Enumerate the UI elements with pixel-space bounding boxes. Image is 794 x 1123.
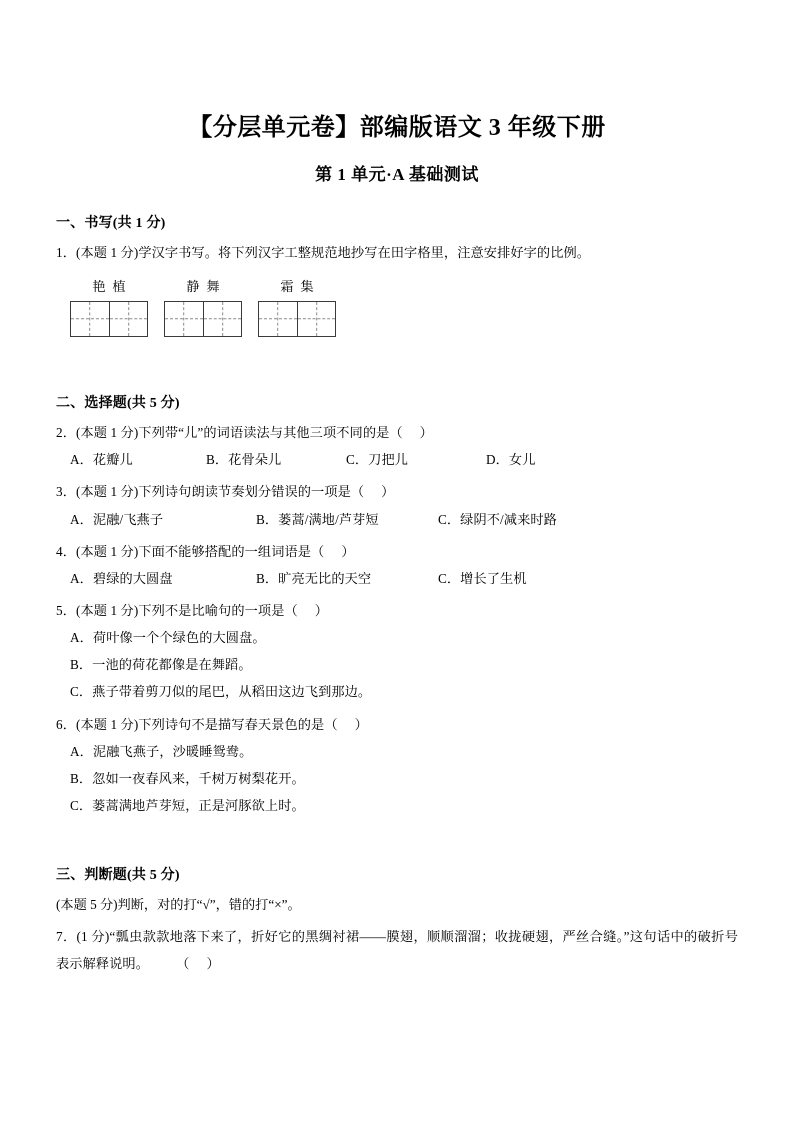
question-5-option-a[interactable]: A．荷叶像一个个绿色的大圆盘。 (70, 630, 266, 646)
question-6-option-b[interactable]: B．忽如一夜春风来，千树万树梨花开。 (70, 771, 305, 787)
true-false-instruction: (本题 5 分)判断，对的打“√”，错的打“×”。 (56, 897, 301, 913)
question-4-options (56, 565, 738, 592)
section-heading-writing: 一、书写(共 1 分) (56, 216, 166, 232)
page-subtitle: 第 1 单元·A 基础测试 (315, 165, 479, 185)
tianzige-grid-area (56, 267, 738, 347)
tianzige-cell (71, 302, 109, 336)
question-3-option-b[interactable]: B．蒌蒿/满地/芦芽短 (256, 511, 379, 527)
question-4-option-a[interactable]: A．碧绿的大圆盘 (70, 570, 173, 586)
question-5-option-b[interactable]: B．一池的荷花都像是在舞蹈。 (70, 657, 252, 673)
question-6-stem: 6．(本题 1 分)下列诗句不是描写春天景色的是（ ） (56, 716, 368, 732)
question-3-option-c[interactable]: C．绿阴不/减来时路 (438, 511, 557, 527)
tianzige-box-1 (70, 301, 148, 337)
question-4-option-b[interactable]: B．旷亮无比的天空 (256, 570, 372, 586)
tianzige-chars-3: 霜 集 (280, 278, 314, 294)
question-2-option-a[interactable]: A．花瓣儿 (70, 452, 133, 468)
question-5-stem: 5．(本题 1 分)下列不是比喻句的一项是（ ） (56, 602, 329, 618)
tianzige-group-2 (164, 277, 242, 337)
question-3-stem: 3．(本题 1 分)下列诗句朗读节奏划分错误的一项是（ ） (56, 484, 395, 500)
tianzige-cell (297, 302, 335, 336)
tianzige-group-3 (258, 277, 336, 337)
question-3-option-a[interactable]: A．泥融/飞燕子 (70, 511, 164, 527)
tianzige-cell (165, 302, 203, 336)
section-heading-true-false: 三、判断题(共 5 分) (56, 868, 180, 884)
question-4-option-c[interactable]: C．增长了生机 (438, 570, 527, 586)
question-4-stem: 4．(本题 1 分)下面不能够搭配的一组词语是（ ） (56, 543, 355, 559)
question-2-options (56, 446, 738, 473)
page-title: 【分层单元卷】部编版语文 3 年级下册 (188, 115, 606, 141)
tianzige-cell (109, 302, 147, 336)
tianzige-chars-2: 静 舞 (186, 278, 220, 294)
question-2-option-d[interactable]: D．女儿 (486, 452, 536, 468)
question-6-option-a[interactable]: A．泥融飞燕子，沙暖睡鸳鸯。 (70, 743, 253, 759)
question-6-option-c[interactable]: C．蒌蒿满地芦芽短，正是河豚欲上时。 (70, 798, 305, 814)
question-2-option-c[interactable]: C．刀把儿 (346, 452, 409, 468)
tianzige-box-3 (258, 301, 336, 337)
tianzige-cell (259, 302, 297, 336)
question-1-stem: 1．(本题 1 分)学汉字书写。将下列汉字工整规范地抄写在田字格里，注意安排好字的比例。 (56, 245, 591, 261)
tianzige-cell (203, 302, 241, 336)
question-7-stem: 7．(1 分)“瓢虫款款地落下来了，折好它的黑绸衬裙——膜翅，顺顺溜溜；收拢硬翅，严丝合缝。”这句话中的破折号表示解释说明。 （ ） (56, 928, 738, 971)
question-3-options (56, 506, 738, 533)
tianzige-box-2 (164, 301, 242, 337)
tianzige-group-1 (70, 277, 148, 337)
section-heading-multiple-choice: 二、选择题(共 5 分) (56, 395, 180, 411)
tianzige-chars-1: 艳 植 (92, 278, 126, 294)
question-5-option-c[interactable]: C．燕子带着剪刀似的尾巴，从稻田这边飞到那边。 (70, 684, 372, 700)
question-2-option-b[interactable]: B．花骨朵儿 (206, 452, 282, 468)
question-2-stem: 2．(本题 1 分)下列带“儿”的词语读法与其他三项不同的是（ ） (56, 424, 433, 440)
